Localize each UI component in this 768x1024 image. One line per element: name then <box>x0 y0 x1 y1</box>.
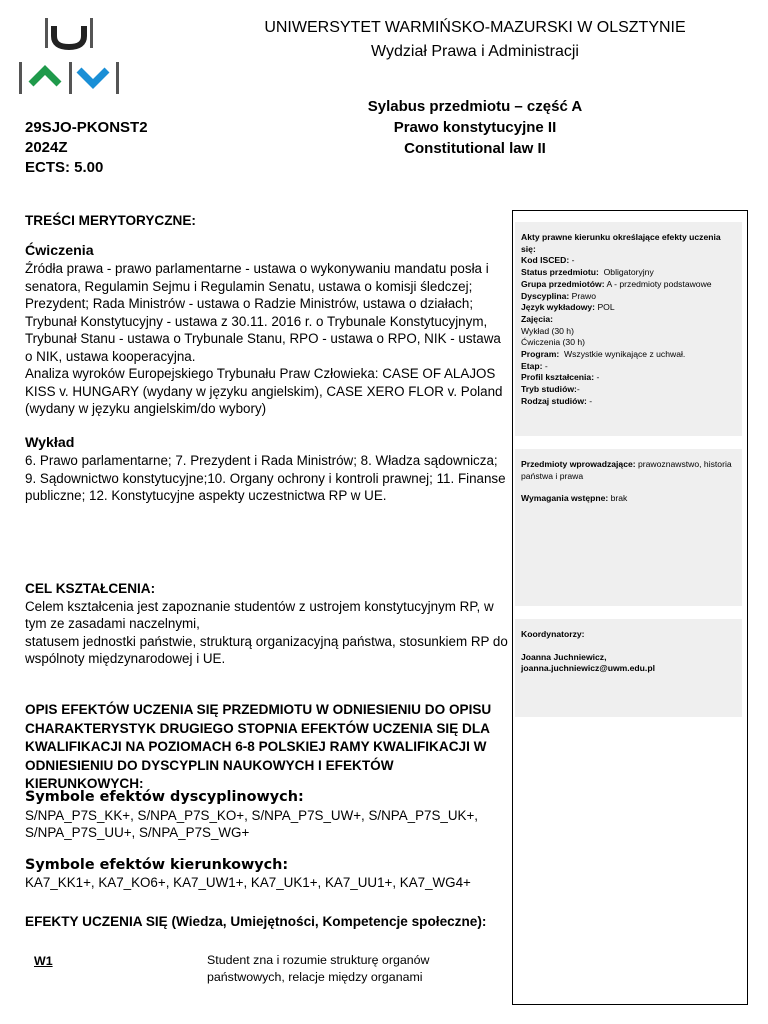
stage-value: - <box>544 360 548 371</box>
profile-label: Profil kształcenia: <box>521 372 595 383</box>
sidebar-prereq-box <box>515 449 742 606</box>
coordinator-email[interactable]: joanna.juchniewicz@uwm.edu.pl <box>521 663 655 674</box>
coordinator-name: Joanna Juchniewicz, <box>521 651 607 662</box>
exercises-text-2: Analiza wyroków Europejskiego Trybunału Praw Człowieka: CASE OF ALAJOS KISS v. HUNGARY (wydany w języku angielskim), CASE XERO FLOR v. Poland (wydany w języku angielskim/do wybory) <box>25 366 503 416</box>
acts-label: Akty prawne kierunku określające efekty uczenia się: <box>521 232 721 254</box>
status-label: Status przedmiotu: <box>521 267 599 278</box>
mode-value: - <box>576 384 580 395</box>
semester-code: 2024Z <box>25 139 68 156</box>
coordinator-label: Koordynatorzy: <box>521 629 585 639</box>
discipline-symbols-values: S/NPA_P7S_KK+, S/NPA_P7S_KO+, S/NPA_P7S_UW+, S/NPA_P7S_UK+, S/NPA_P7S_UU+, S/NPA_P7S_WG+ <box>25 807 479 840</box>
requirements-label: Wymagania wstępne: <box>521 493 609 504</box>
goal-section <box>25 580 510 668</box>
direction-symbols-title: Symbole efektów kierunkowych: <box>25 856 289 873</box>
goal-text-1: Celem kształcenia jest zapoznanie studentów z ustrojem konstytucyjnym RP, w tym ze zasadami naczelnymi, <box>25 598 494 631</box>
outcomes-heading: EFEKTY UCZENIA SIĘ (Wiedza, Umiejętności, Kompetencje społeczne): <box>25 914 487 929</box>
sidebar-info-box <box>515 222 742 436</box>
class-exercises: Ćwiczenia (30 h) <box>521 337 585 348</box>
stage-label: Etap: <box>521 360 543 371</box>
profile-value: - <box>596 372 600 383</box>
discipline-symbols-title: Symbole efektów dyscyplinowych: <box>25 789 304 805</box>
language-value: POL <box>597 302 615 313</box>
department-name: Wydział Prawa i Administracji <box>371 43 579 60</box>
type-value: - <box>589 395 593 406</box>
discipline-label: Dyscyplina: <box>521 290 570 301</box>
subject-title-pl: Prawo konstytucyjne II <box>393 119 557 136</box>
outcome-code: W1 <box>34 954 53 968</box>
sidebar-coordinator-box <box>515 619 742 717</box>
group-value: A - przedmioty podstawowe <box>606 278 712 289</box>
outcomes-description-heading: OPIS EFEKTÓW UCZENIA SIĘ PRZEDMIOTU W ODNIESIENIU DO OPISU CHARAKTERYSTYK DRUGIEGO STOPNIA EFEKTÓW UCZENIA SIĘ DLA KWALIFIKACJI NA POZIOMACH 6-8 POLSKIEJ RAMY KWALIFIKACJI W ODNIESIENIU DO DYSCYPLIN NAUKOWYCH I EFEKTÓW KIERUNKOWYCH: <box>25 702 492 791</box>
outcome-text: Student zna i rozumie strukturę organów państwowych, relacje między organami <box>207 953 430 984</box>
isced-value: - <box>571 255 575 266</box>
syllabus-title-block <box>300 96 650 159</box>
intro-subjects-label: Przedmioty wprowadzające: <box>521 459 636 469</box>
goal-text-2: statusem jednostki państwie, strukturą organizacyjną państwa, stosunkiem RP do wspólnoty międzynarodowej i UE. <box>25 633 508 666</box>
mode-label: Tryb studiów: <box>521 384 577 395</box>
classes-label: Zajęcia: <box>521 313 554 324</box>
content-heading: TREŚCI MERYTORYCZNE: <box>25 213 196 228</box>
exercises-text: Źródła prawa - prawo parlamentarne - ustawa o wykonywaniu mandatu posła i senatora, Regulamin Sejmu i Regulamin Senatu, ustawa o komisji śledczej; Prezydent; Rada Ministrów - ustawa o Radzie Ministrów, ustawa o działach; Trybunał Konstytucyjny - ustawa z 30.11. 2016 r. o Trybunale Konstytucyjnym, Trybunał Stanu - ustawa o Trybunale Stanu, RPO - ustawa o RPO, NIK - ustawa o NIK, ustawa kooperacyjna. <box>25 261 501 364</box>
discipline-value: Prawo <box>571 290 596 301</box>
program-label: Program: <box>521 349 560 360</box>
university-name: UNIWERSYTET WARMIŃSKO-MAZURSKI W OLSZTYNIE <box>264 19 686 36</box>
status-value: Obligatoryjny <box>603 267 654 278</box>
group-label: Grupa przedmiotów: <box>521 278 605 289</box>
goal-heading: CEL KSZTAŁCENIA: <box>25 581 156 596</box>
subject-title-en: Constitutional law II <box>404 140 546 157</box>
lecture-title: Wykład <box>25 434 75 451</box>
uwm-logo <box>18 16 120 98</box>
course-codes <box>25 118 148 178</box>
intro-subjects-value: prawoznawstwo, historia państwa i prawa <box>521 459 732 481</box>
class-lecture: Wykład (30 h) <box>521 325 574 336</box>
syllabus-title: Sylabus przedmiotu – część A <box>367 98 583 115</box>
symbols-section <box>25 789 510 892</box>
course-code: 29SJO-PKONST2 <box>25 119 148 136</box>
exercises-title: Ćwiczenia <box>25 242 94 259</box>
program-value: Wszystkie wynikające z uchwał. <box>563 349 686 360</box>
isced-label: Kod ISCED: <box>521 255 570 266</box>
type-label: Rodzaj studiów: <box>521 395 587 406</box>
lecture-text: 6. Prawo parlamentarne; 7. Prezydent i Rada Ministrów; 8. Władza sądownicza; 9. Sądownictwo konstytucyjne;10. Organy ochrony i kontroli prawnej; 11. Finanse publiczne; 12. Konstytucyjne aspekty uczestnictwa RP w UE. <box>25 453 506 503</box>
language-label: Język wykładowy: <box>521 302 596 313</box>
requirements-value: brak <box>610 493 628 504</box>
direction-symbols-values: KA7_KK1+, KA7_KO6+, KA7_UW1+, KA7_UK1+, KA7_UU1+, KA7_WG4+ <box>25 875 471 890</box>
ects-value: ECTS: 5.00 <box>25 159 104 176</box>
content-section <box>25 212 510 505</box>
